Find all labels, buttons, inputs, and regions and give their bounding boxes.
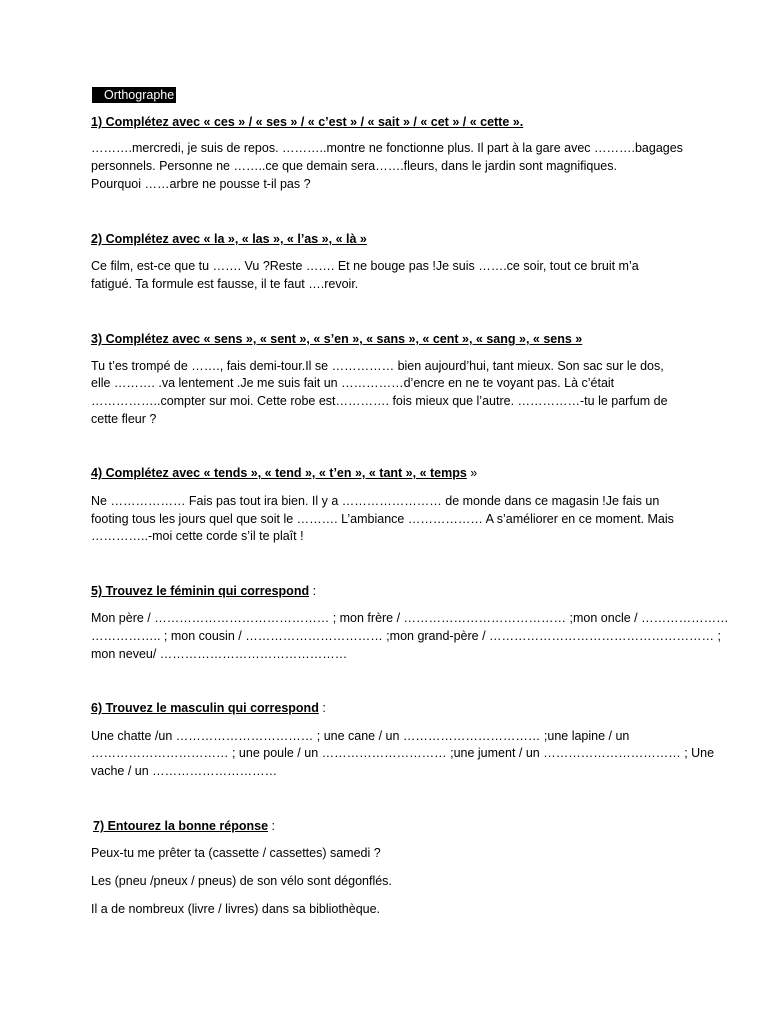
section-4-heading: 4) Complétez avec « tends », « tend », « t’en », « tant », « temps » [91,466,478,480]
section-1-heading [91,114,523,130]
section-6-line-3: vache / un ………………………… [91,764,278,778]
section-7-heading-text: 7) Entourez la bonne réponse [93,819,269,833]
section-1-line-1: ……….mercredi, je suis de repos. ………..montre ne fonctionne plus. Il part à la gare avec ……….bagages [91,141,683,155]
section-2-line-2: fatigué. Ta formule est fausse, il te faut ….revoir. [91,277,359,291]
section-1-heading-text: 1) Complétez avec « ces » / « ses » / « c’est » / « sait » / « cet » / « cette ». [91,115,524,129]
section-3-line-4: cette fleur ? [91,412,157,426]
section-6-heading-text: 6) Trouvez le masculin qui correspond [91,701,319,715]
section-4-line-1: Ne ……………… Fais pas tout ira bien. Il y a …………………… de monde dans ce magasin !Je fais un [91,494,660,508]
section-6-heading: 6) Trouvez le masculin qui correspond : [91,701,326,715]
section-5-heading: 5) Trouvez le féminin qui correspond : [91,584,317,598]
section-6-line-1: Une chatte /un …………………………… ; une cane / un …………………………… ;une lapine / un [91,729,630,743]
section-3-line-2: elle ………. .va lentement .Je me suis fait un ……………d’encre en ne te voyant pas. Là c’était [91,376,615,390]
section-5-line-2: …………….. ; mon cousin / …………………………… ;mon grand-père / ……………………………………………… ; [91,629,721,643]
section-7-line-2: Les (pneu /pneux / pneus) de son vélo sont dégonflés. [91,874,392,888]
section-4-line-2: footing tous les jours quel que soit le ………. L’ambiance ……………… A s’améliorer en ce moment. Mais [91,512,674,526]
section-2-heading [91,231,367,247]
section-4-heading-text: 4) Complétez avec « tends », « tend », « t’en », « tant », « temps [91,466,467,480]
section-5-line-3: mon neveu/ ……………………………………… [91,647,348,661]
section-3-heading-text: 3) Complétez avec « sens », « sent », « s’en », « sans », « cent », « sang », « sens » [91,332,583,346]
section-2-line-1: Ce film, est-ce que tu ……. Vu ?Reste ……. Et ne bouge pas !Je suis …….ce soir, tout ce bruit m’a [91,259,639,273]
document-title: Orthographe [92,87,176,103]
section-1-line-3: Pourquoi ……arbre ne pousse t-il pas ? [91,177,311,191]
section-5-line-1: Mon père / …………………………………… ; mon frère / ………………………………… ;mon oncle / ………………… [91,611,729,625]
section-3-line-1: Tu t’es trompé de ……., fais demi-tour.Il se …………… bien aujourd’hui, tant mieux. Son sac sur le dos, [91,359,664,373]
section-5-heading-text: 5) Trouvez le féminin qui correspond [91,584,310,598]
section-1-line-2: personnels. Personne ne ……..ce que demain sera…….fleurs, dans le jardin sont magnifiques. [91,159,617,173]
section-7-heading: 7) Entourez la bonne réponse : [93,819,275,833]
section-2-heading-text: 2) Complétez avec « la », « las », « l’as », « là » [91,232,367,246]
section-3-line-3: ……………..compter sur moi. Cette robe est…………. fois mieux que l’autre. ……………-tu le parfum de [91,394,668,408]
section-7-line-1: Peux-tu me prêter ta (cassette / cassettes) samedi ? [91,846,381,860]
section-6-line-2: …………………………… ; une poule / un ………………………… ;une jument / un …………………………… ; Une [91,746,715,760]
section-3-heading [91,331,582,347]
section-7-line-3: Il a de nombreux (livre / livres) dans sa bibliothèque. [91,902,381,916]
section-4-line-3: …………..-moi cette corde s’il te plaît ! [91,529,304,543]
